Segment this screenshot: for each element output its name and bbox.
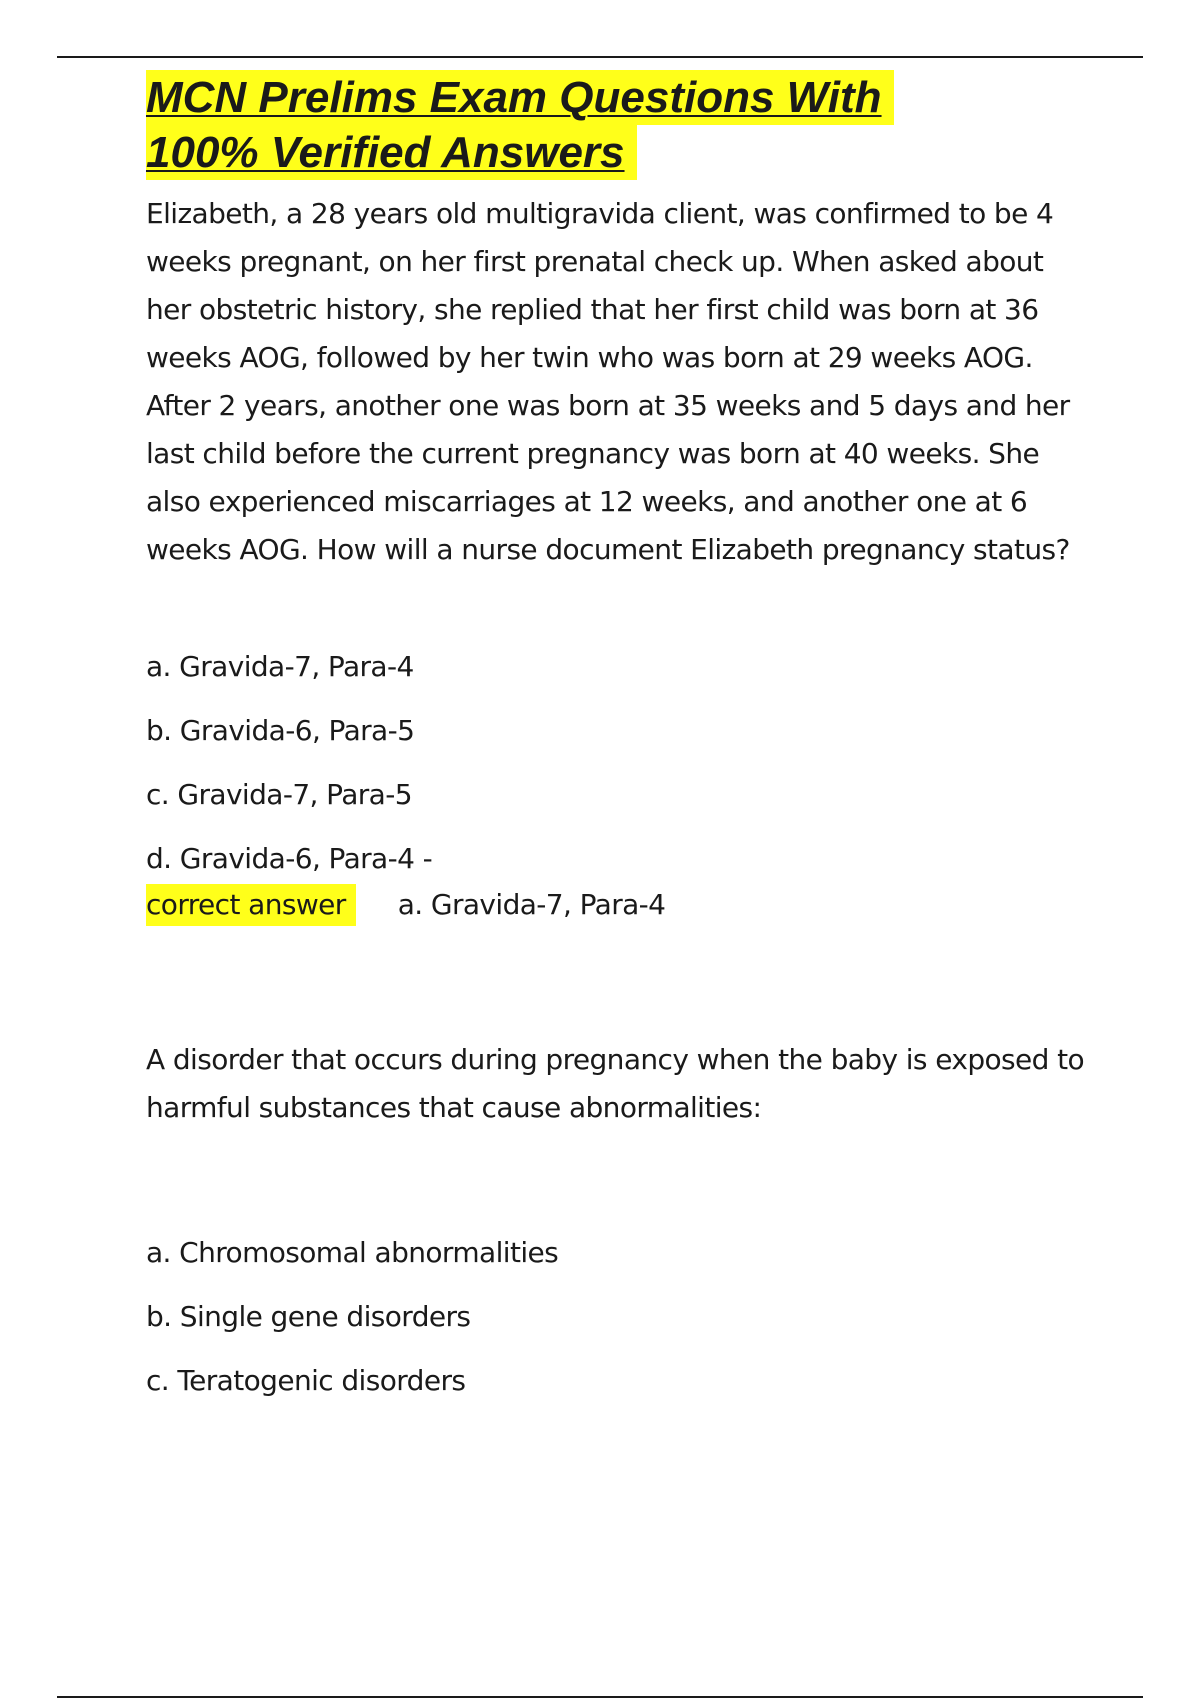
correct-answer-value: a. Gravida-7, Para-4 [397, 888, 666, 921]
document-content [146, 70, 1096, 1402]
options-list [146, 1232, 1096, 1402]
option-d: d. Gravida-6, Para-4 - [146, 842, 433, 875]
question-block-2 [146, 1036, 1096, 1402]
question-text: Elizabeth, a 28 years old multigravida client, was confirmed to be 4 weeks pregnant, on her first prenatal check up. When asked about her obstetric history, she replied that her first child was born at 36 weeks AOG, followed by her twin who was born at 29 weeks AOG. After 2 years, another one was born at 35 weeks and 5 days and her last child before the current pregnancy was born at 40 weeks. She also experienced miscarriages at 12 weeks, and another one at 6 weeks AOG. How will a nurse document Elizabeth pregnancy status? [146, 197, 1070, 566]
bottom-rule [57, 1696, 1143, 1698]
option-a: a. Chromosomal abnormalities [146, 1236, 559, 1269]
option-a: a. Gravida-7, Para-4 [146, 650, 414, 683]
option-b: b. Single gene disorders [146, 1300, 471, 1333]
correct-answer-row [146, 884, 1096, 926]
document-title [146, 70, 1096, 180]
title-line-2: 100% Verified Answers [146, 125, 637, 180]
correct-answer-label: correct answer [146, 884, 356, 926]
option-c: c. Gravida-7, Para-5 [146, 778, 412, 811]
option-c: c. Teratogenic disorders [146, 1364, 466, 1397]
question-text: A disorder that occurs during pregnancy when the baby is exposed to harmful substances that cause abnormalities: [146, 1043, 1085, 1124]
top-rule [57, 56, 1143, 58]
options-list [146, 646, 1096, 926]
option-b: b. Gravida-6, Para-5 [146, 714, 415, 747]
title-line-1: MCN Prelims Exam Questions With [146, 70, 894, 125]
question-block-1 [146, 190, 1096, 926]
